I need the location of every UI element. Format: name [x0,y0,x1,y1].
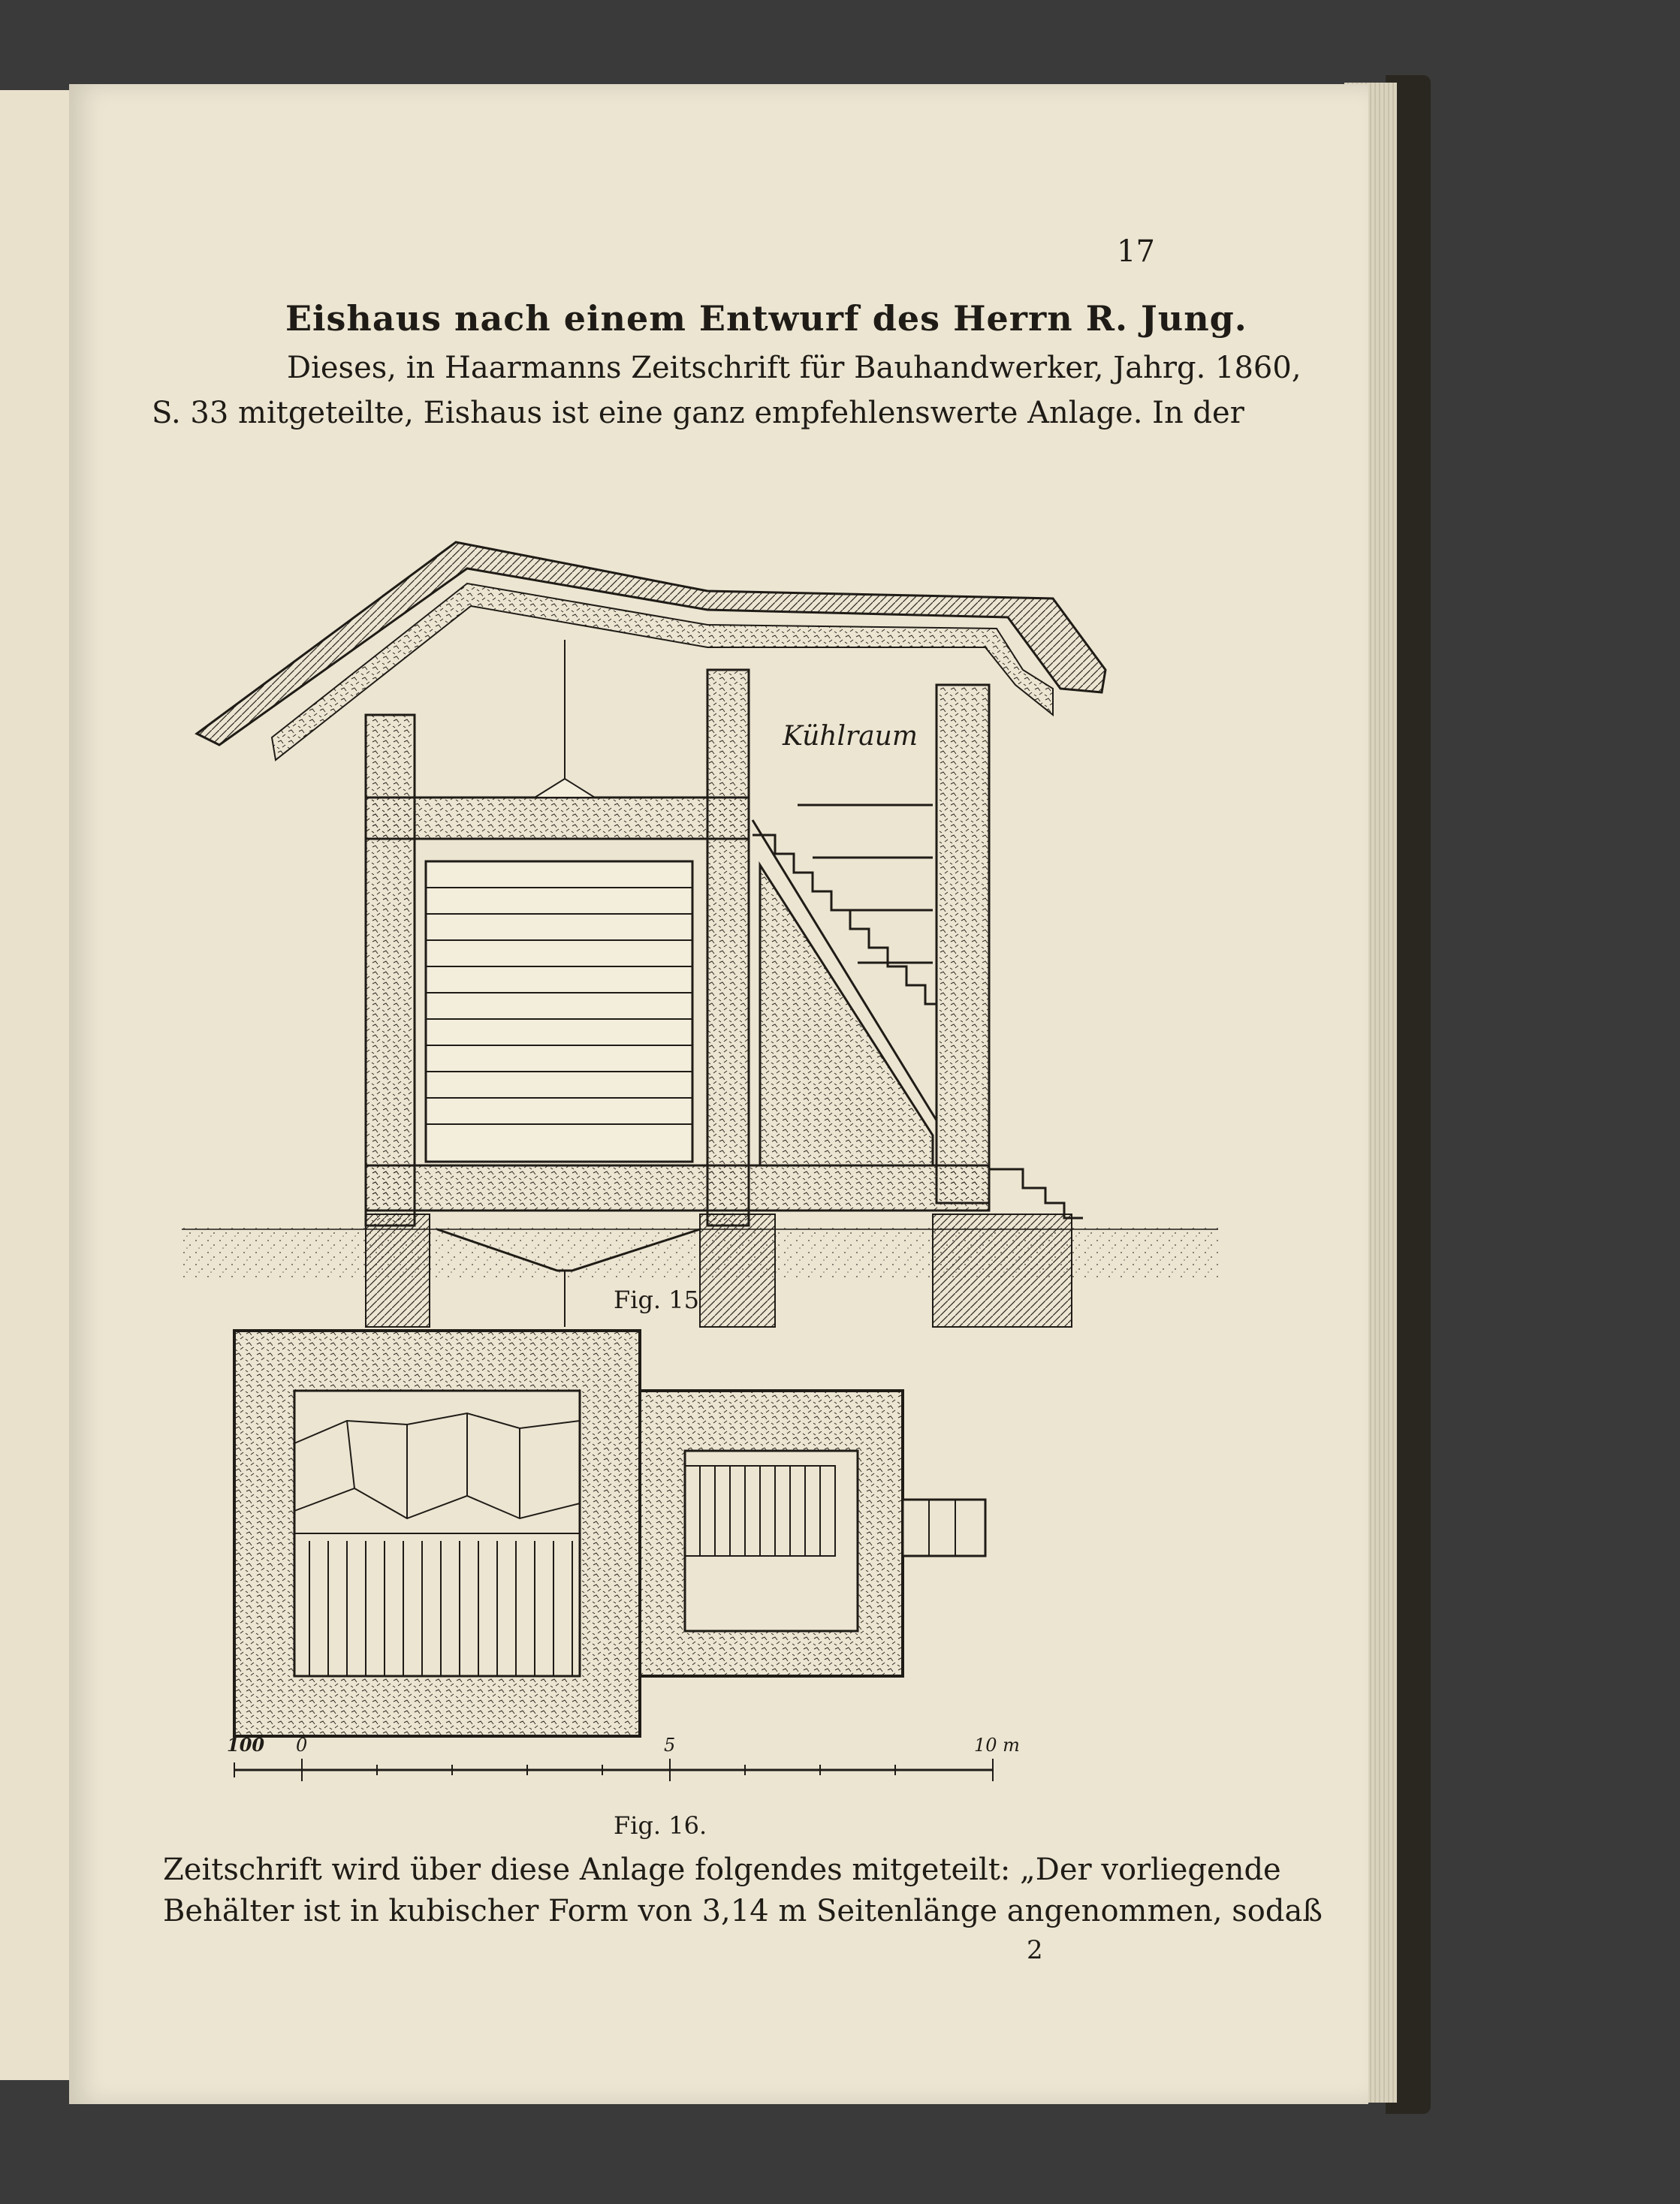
figure-15-section-drawing [182,445,1218,1278]
ice-storage [426,861,692,1162]
figure-16-floor-plan [227,1331,1121,1796]
signature-mark: 2 [1027,1935,1043,1965]
intro-line-2: S. 33 mitgeteilte, Eishaus ist eine ganz empfehlenswerte Anlage. In der [152,396,1244,430]
intro-line-1: Dieses, in Haarmanns Zeitschrift für Bauhandwerker, Jahrg. 1860, [287,351,1301,385]
scale-label-100: 100 [227,1734,265,1756]
page-heading: Eishaus nach einem Entwurf des Herrn R. Jung. [285,298,1247,339]
cooling-room-interior [685,1451,858,1631]
book-page [69,84,1368,2104]
figure-15-caption: Fig. 15 [614,1286,699,1314]
middle-wall [707,670,749,1226]
closing-line-1: Zeitschrift wird über diese Anlage folgendes mitgeteilt: „Der vorliegende [163,1853,1281,1887]
entry-steps [989,1169,1083,1218]
scale-label-10: 10 m [974,1735,1020,1756]
ice-chamber-ceiling [366,797,749,839]
lamp [535,779,595,797]
right-wall [937,685,989,1203]
ground [182,1226,1218,1278]
scale-label-0: 0 [296,1735,308,1756]
scale-label-5: 5 [664,1735,676,1756]
floor [366,1165,989,1211]
cooling-room-label: Kühlraum [783,721,918,752]
left-wall [366,715,415,1226]
figure-16-caption: Fig. 16. [614,1811,707,1840]
entry-stair-block [903,1500,985,1556]
cooling-room-shelves [798,805,933,963]
page-number: 17 [1117,234,1155,269]
closing-line-2: Behälter ist in kubischer Form von 3,14 m Seitenlänge angenommen, sodaß [163,1894,1323,1928]
left-page-edge [0,90,71,2080]
